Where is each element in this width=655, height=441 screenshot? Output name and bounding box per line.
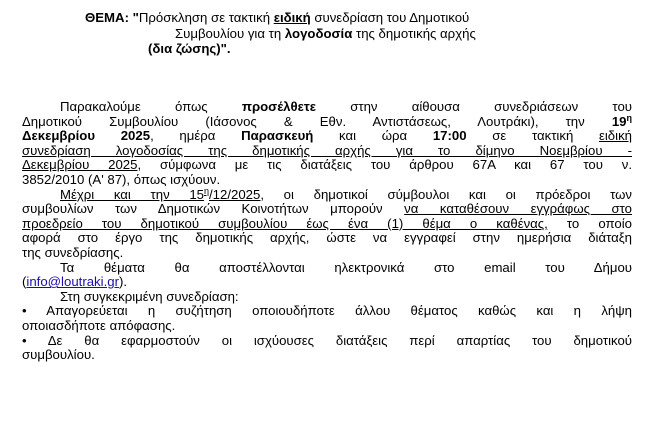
text-span: οποιασδήποτε απόφασης. bbox=[22, 317, 176, 333]
text-line bbox=[22, 173, 632, 188]
subject-open-quote: " bbox=[128, 10, 139, 25]
text-line bbox=[22, 158, 632, 173]
meeting-day: 19 bbox=[611, 113, 627, 129]
subject-close-quote: ". bbox=[220, 41, 231, 56]
paragraph-restrictions bbox=[22, 290, 632, 363]
subject-text: της δημοτικής αρχής bbox=[352, 25, 476, 41]
underlined-text: Δεκεμβρίου 2025 bbox=[22, 157, 138, 173]
bullet-icon: • bbox=[22, 303, 27, 319]
text-line bbox=[22, 202, 632, 217]
subject-line-1 bbox=[85, 10, 605, 26]
deadline-date: Μέχρι και την 15 bbox=[60, 186, 204, 202]
deadline-date: /12/2025, bbox=[209, 186, 265, 202]
text-line bbox=[22, 246, 632, 261]
text-span: συμβουλίου. bbox=[22, 347, 95, 363]
text-span: ( bbox=[22, 274, 27, 290]
subject-line-2 bbox=[85, 26, 605, 42]
paragraph-submission bbox=[22, 185, 633, 261]
text-line bbox=[22, 100, 632, 115]
meeting-time: 17:00 bbox=[432, 128, 467, 144]
subject-label: ΘΕΜΑ: bbox=[85, 10, 129, 25]
emphasis-attend: προσέλθετε bbox=[241, 99, 317, 114]
bullet-item bbox=[22, 304, 632, 319]
text-span: στην αίθουσα συνεδριάσεων του bbox=[316, 99, 632, 114]
text-span: Δημοτικού Συμβουλίου (Ιάσονος & Εθν. Αντιστάσεως, Λουτράκι), την bbox=[22, 113, 612, 129]
bullet-icon: • bbox=[22, 332, 27, 348]
text-span: , σύμφωνα με τις διατάξεις του άρθρου 67Α και 67 του ν. bbox=[137, 157, 633, 173]
subject-text: Πρόσκληση σε τακτική bbox=[138, 10, 274, 25]
paragraph-invitation bbox=[22, 100, 632, 188]
subject-emphasis-in-person: δια ζώσης bbox=[152, 41, 217, 56]
subject-line-3 bbox=[85, 41, 605, 57]
text-span: Παρακαλούμε όπως bbox=[60, 99, 242, 114]
text-span: σε τακτική bbox=[466, 128, 599, 144]
subject-text: Συμβουλίου για τη bbox=[175, 25, 285, 41]
subject-heading bbox=[85, 10, 605, 57]
text-span: Τα θέματα θα αποστέλλονται ηλεκτρονικά στο email του Δήμου bbox=[60, 259, 632, 275]
text-line bbox=[22, 231, 632, 246]
text-span: οι δημοτικοί σύμβουλοι και οι πρόεδροι των bbox=[264, 186, 632, 202]
text-line bbox=[22, 129, 632, 144]
text-span: , ημέρα bbox=[150, 128, 242, 144]
paragraph-email bbox=[22, 261, 632, 290]
text-span: το οποίο bbox=[547, 215, 632, 231]
text-line bbox=[22, 261, 632, 276]
text-line bbox=[22, 275, 632, 290]
text-span: και ώρα bbox=[313, 128, 433, 144]
email-link[interactable]: info@loutraki.gr bbox=[26, 274, 119, 290]
letter-body bbox=[22, 100, 632, 363]
text-line bbox=[22, 185, 632, 203]
subject-text: συνεδρίαση του Δημοτικού bbox=[310, 10, 470, 25]
subject-paren: ) bbox=[216, 41, 221, 56]
underlined-text: προεδρείο του δημοτικού συμβουλίου έως ένα (1) θέμα ο καθένας, bbox=[22, 215, 548, 231]
text-span: της συνεδρίασης. bbox=[22, 244, 124, 260]
ordinal-suffix: η bbox=[626, 112, 632, 123]
text-span: συμβουλίων των Δημοτικών Κοινοτήτων μπορούν bbox=[22, 201, 405, 217]
underlined-text: να καταθέσουν εγγράφως στο bbox=[404, 201, 633, 217]
text-span: αφορά στο έργο της δημοτικής αρχής, ώστε να εγγραφεί στην ημερήσια διάταξη bbox=[22, 230, 632, 246]
text-line bbox=[22, 144, 632, 159]
underlined-text: ειδική bbox=[598, 128, 632, 144]
restrictions-intro: Στη συγκεκριμένη συνεδρίαση: bbox=[60, 288, 239, 304]
text-line bbox=[22, 217, 632, 232]
bullet-item bbox=[22, 334, 632, 349]
meeting-weekday: Παρασκευή bbox=[241, 128, 314, 144]
text-line bbox=[22, 112, 632, 130]
underlined-text: συνεδρίαση λογοδοσίας της δημοτικής αρχής για το δίμηνο Νοεμβρίου - bbox=[22, 142, 632, 158]
text-span: 3852/2010 (Α' 87), όπως ισχύουν. bbox=[22, 171, 221, 187]
subject-emphasis-special: ειδική bbox=[273, 10, 311, 25]
text-line bbox=[22, 348, 632, 363]
ordinal-suffix: η bbox=[204, 185, 210, 196]
text-span: ). bbox=[118, 274, 128, 290]
text-span: Δε θα εφαρμοστούν οι ισχύουσες διατάξεις περί απαρτίας του δημοτικού bbox=[26, 332, 632, 348]
meeting-month: Δεκεμβρίου 2025 bbox=[22, 128, 151, 144]
subject-paren: ( bbox=[148, 41, 153, 56]
text-span: Απαγορεύεται η συζήτηση οποιουδήποτε άλλου θέματος καθώς και η λήψη bbox=[26, 303, 632, 319]
text-line bbox=[22, 319, 632, 334]
subject-emphasis-accountability: λογοδοσία bbox=[284, 25, 353, 41]
